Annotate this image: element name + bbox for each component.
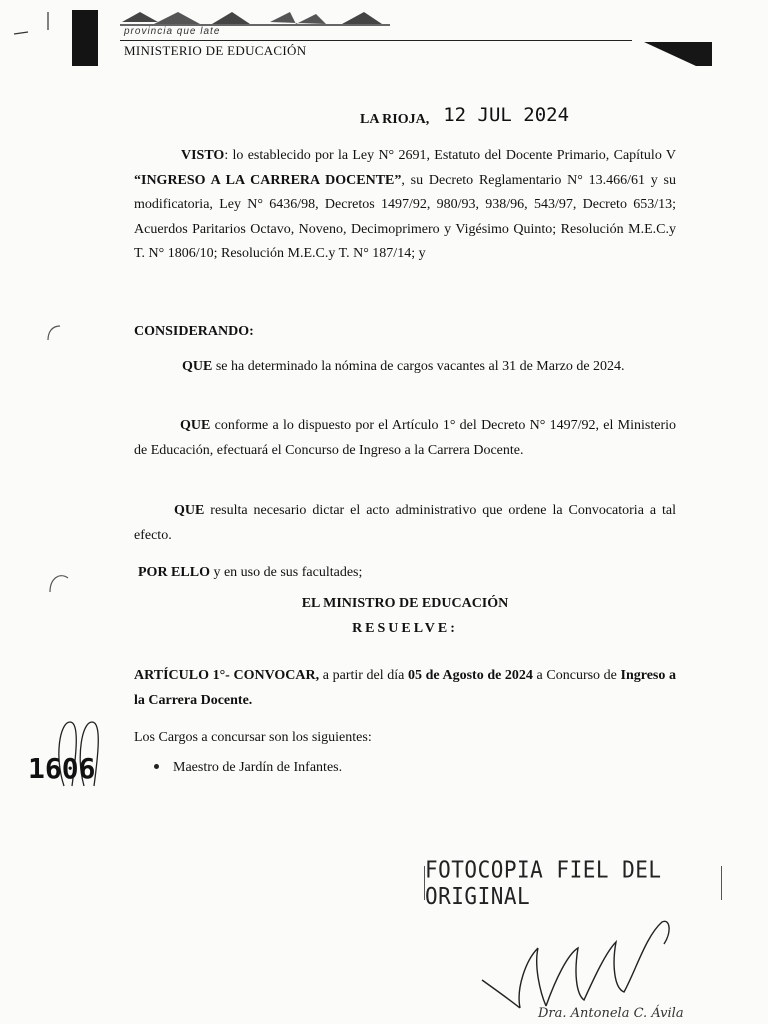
visto-paragraph <box>134 144 676 267</box>
que-text-3: resulta necesario dictar el acto administrativo que ordene la Convocatoria a tal efecto. <box>134 503 676 543</box>
por-ello-label: POR ELLO <box>138 565 210 580</box>
header-rule <box>120 40 632 41</box>
que-label-1: QUE <box>182 359 213 374</box>
visto-label: VISTO <box>181 148 225 163</box>
margin-number: 1606 <box>28 752 96 785</box>
articulo-bold: Ingreso a la Carrera Docente. <box>134 668 676 708</box>
date-place: LA RIOJA, <box>360 112 430 127</box>
certification-stamp <box>424 856 722 910</box>
articulo-label: ARTÍCULO 1°- CONVOCAR, <box>134 668 320 683</box>
articulo-date: 05 de Agosto de 2024 <box>408 668 533 683</box>
date-stamp: 12 JUL 2024 <box>443 104 570 126</box>
articulo-text-1: a partir del día <box>319 668 408 683</box>
visto-text-1: : lo establecido por la Ley N° 2691, Estatuto del Docente Primario, Capítulo V <box>224 148 676 163</box>
articulo-paragraph <box>134 664 676 713</box>
que-paragraph-1 <box>134 355 676 380</box>
signer-name: Dra. Antonela C. Ávila <box>538 1006 684 1021</box>
header-wedge-icon <box>644 40 712 66</box>
que-text-2: conforme a lo dispuesto por el Artículo 1° del Decreto N° 1497/92, el Ministerio de Educación, efectuará el Concurso de Ingreso a la Carrera Docente. <box>134 418 676 458</box>
que-text-1: se ha determinado la nómina de cargos vacantes al 31 de Marzo de 2024. <box>212 359 625 374</box>
stamp-text: FOTOCOPIA FIEL DEL ORIGINAL <box>425 856 662 910</box>
ministry-name: MINISTERIO DE EDUCACIÓN <box>124 43 307 58</box>
considerando-heading: CONSIDERANDO: <box>134 324 254 339</box>
signature-icon <box>476 908 696 1018</box>
resuelve-heading: RESUELVE: <box>352 621 458 636</box>
que-label-2: QUE <box>180 418 211 433</box>
visto-text-2: , su Decreto Reglamentario N° 13.466/61 y su modificatoria, Ley N° 6436/98, Decretos 1497/92, 980/93, 938/96, 543/97, Decreto 653/13; Acuerdos Paritarios Octavo, Noveno, Decimoprimero y Vigésimo Quinto; Resolución M.E.C.y T. N° 1806/10; Resolución M.E.C.y T. N° 187/14; y <box>134 172 676 261</box>
cargo-label: Maestro de Jardín de Infantes. <box>173 760 343 775</box>
corner-mark-icon <box>10 8 50 40</box>
que-paragraph-3 <box>134 499 676 548</box>
visto-bold: “INGRESO A LA CARRERA DOCENTE” <box>134 172 402 188</box>
por-ello-paragraph <box>138 561 680 586</box>
que-paragraph-2 <box>134 414 676 463</box>
que-label-3: QUE <box>174 503 205 518</box>
por-ello-text: y en uso de sus facultades; <box>209 565 363 580</box>
header-tagline: provincia que late <box>124 26 221 37</box>
list-item <box>154 760 342 776</box>
date-line <box>360 106 569 128</box>
margin-mark-icon <box>44 570 74 596</box>
cargos-intro: Los Cargos a concursar son los siguientes: <box>134 730 372 745</box>
articulo-text-2: a Concurso de <box>532 668 621 683</box>
logo-bar <box>72 10 98 66</box>
margin-mark-icon <box>40 322 68 346</box>
bullet-icon <box>154 764 159 769</box>
ministro-heading: EL MINISTRO DE EDUCACIÓN <box>301 596 509 611</box>
